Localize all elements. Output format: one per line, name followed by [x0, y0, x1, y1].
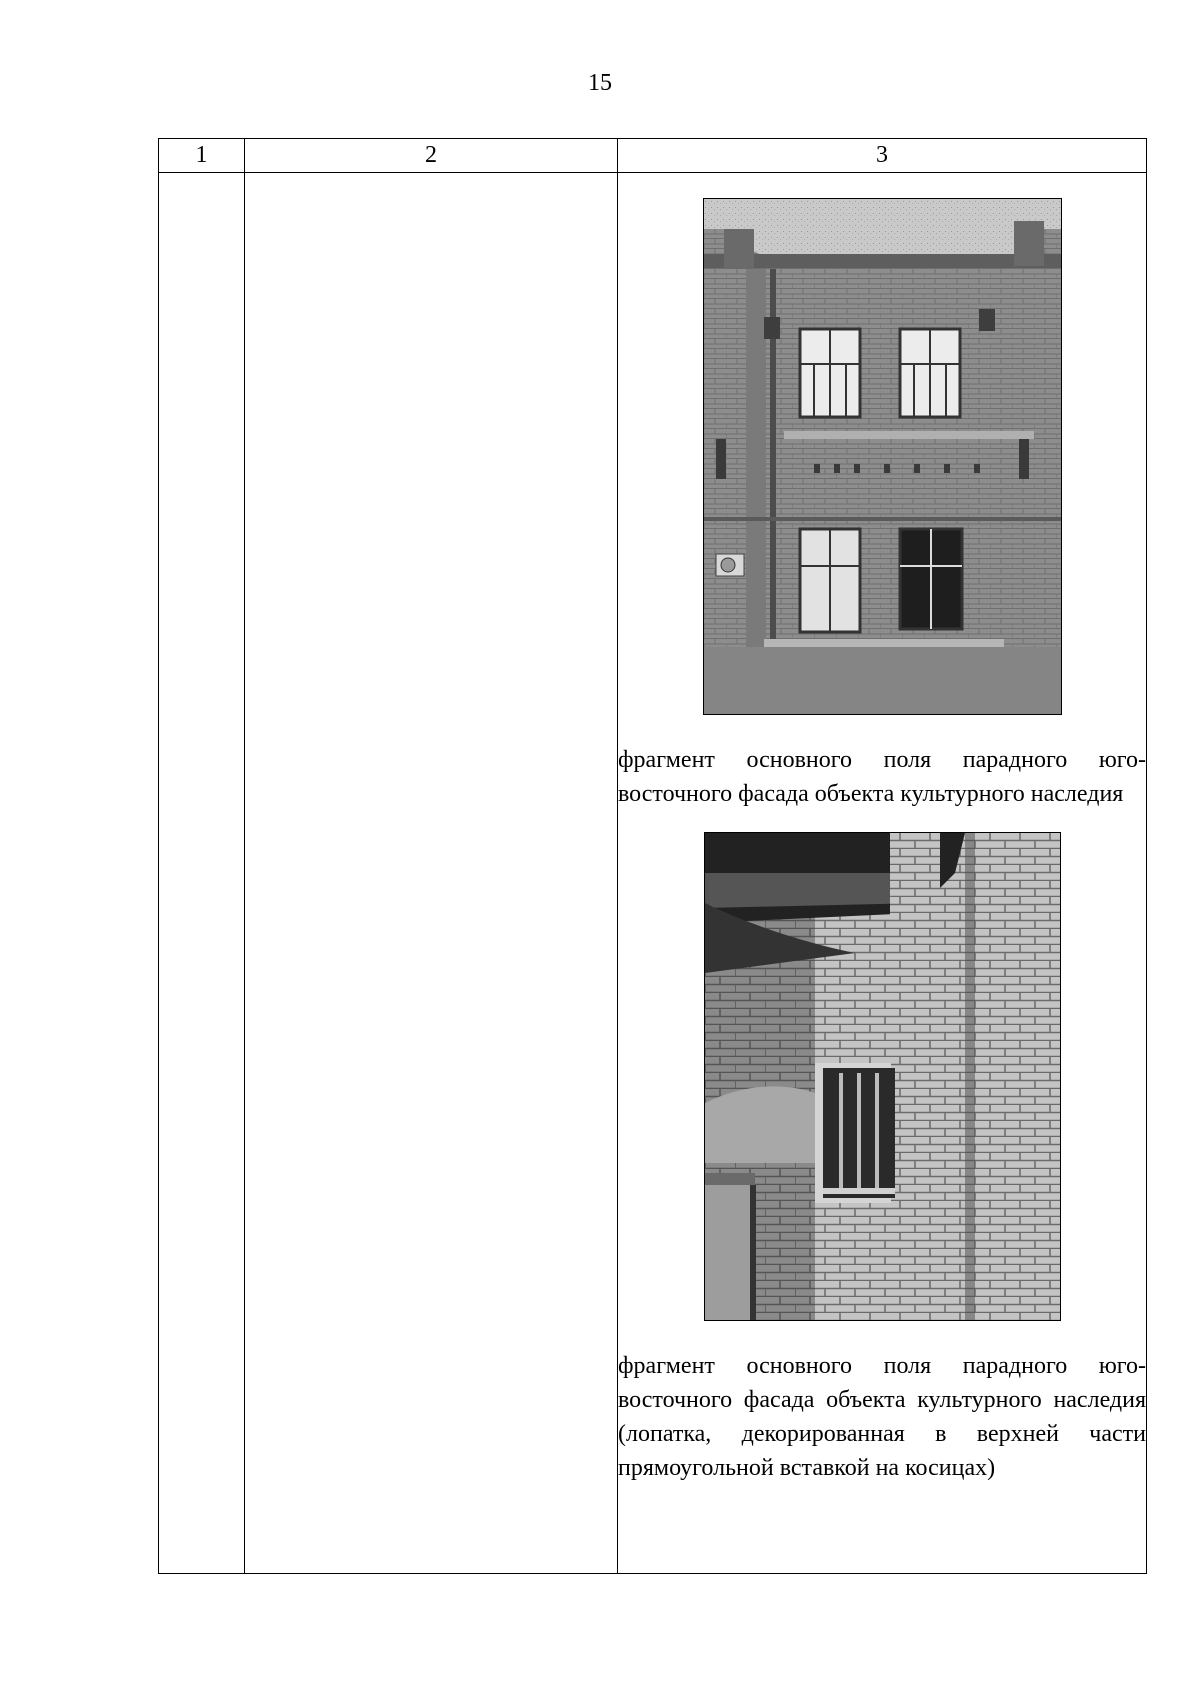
column-header-1: 1: [159, 139, 245, 173]
photo-caption-2: фрагмент основного поля парадного юго-восточного фасада объекта культурного наследия (лопатка, декорированная в верхней части прямоугольной вставкой на косицах): [618, 1353, 1146, 1481]
page-number: 15: [588, 70, 612, 96]
table-row: [159, 173, 1147, 1574]
column-header-2: 2: [245, 139, 618, 173]
column-header-3: 3: [618, 139, 1147, 173]
table-cell-col2: [245, 173, 618, 1574]
facade-photo-2: [704, 832, 1061, 1321]
table-cell-col3: [618, 173, 1147, 1574]
facade-photo-1: [703, 198, 1062, 715]
document-table: [158, 138, 1147, 1574]
table-header-row: [159, 139, 1147, 173]
table-cell-col1: [159, 173, 245, 1574]
photo-caption-1: фрагмент основного поля парадного юго-восточного фасада объекта культурного наследия: [618, 747, 1146, 807]
